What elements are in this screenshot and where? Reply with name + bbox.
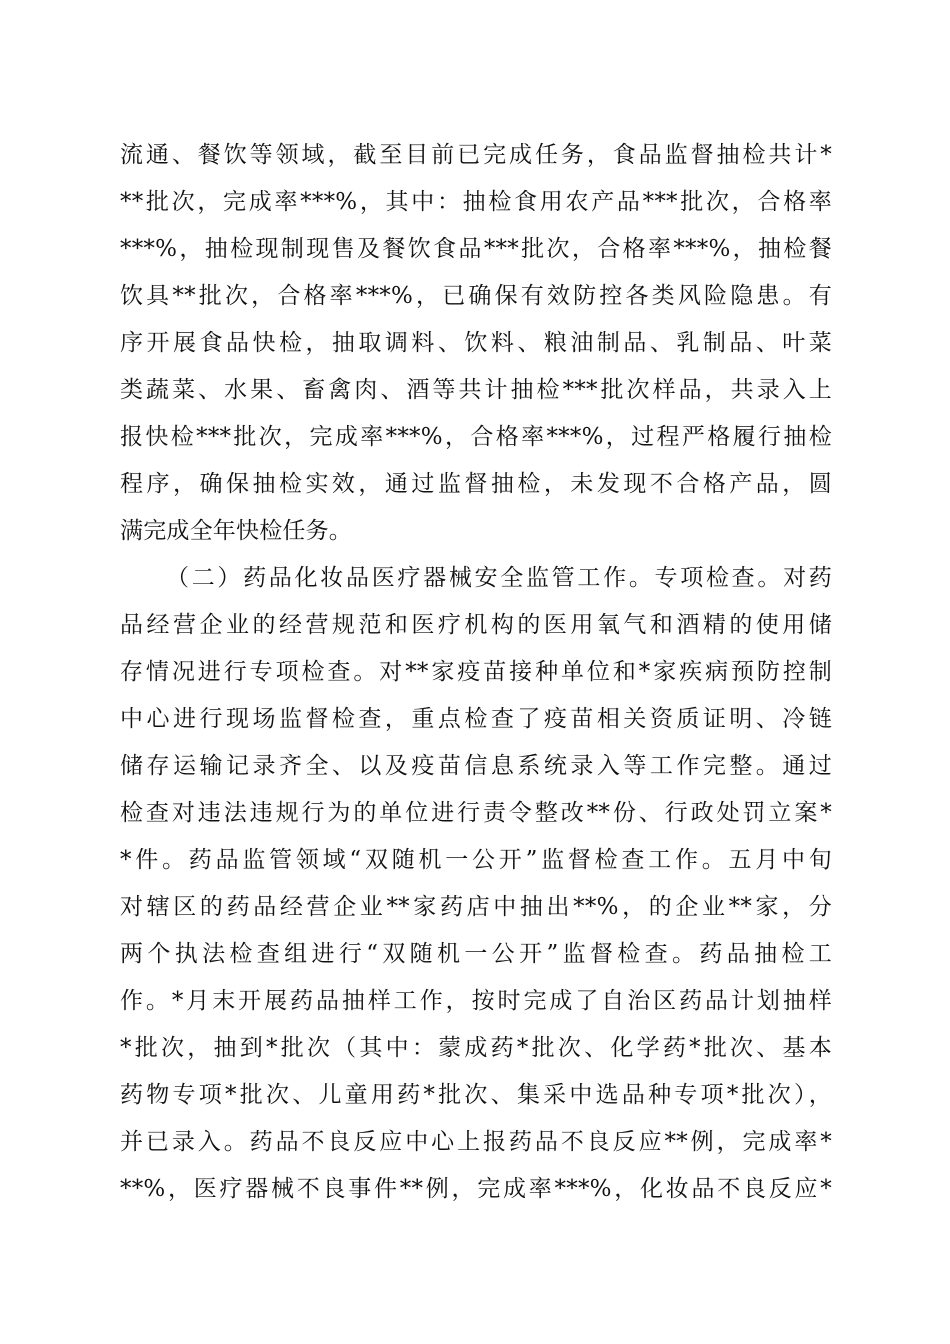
text-line: 饮具**批次，合格率***%，已确保有效防控各类风险隐患。有 (120, 283, 832, 309)
text-line: 储存运输记录齐全、以及疫苗信息系统录入等工作完整。通过 (120, 753, 832, 779)
text-line: 作。*月末开展药品抽样工作，按时完成了自治区药品计划抽样 (120, 988, 832, 1014)
text-line: 报快检***批次，完成率***%，合格率***%，过程严格履行抽检 (120, 424, 832, 450)
text-line: 存情况进行专项检查。对**家疫苗接种单位和*家疾病预防控制 (120, 659, 832, 685)
text-line: 序开展食品快检，抽取调料、饮料、粮油制品、乳制品、叶菜 (120, 330, 832, 356)
text-line: 检查对违法违规行为的单位进行责令整改**份、行政处罚立案* (120, 800, 832, 826)
text-line: 程序，确保抽检实效，通过监督抽检，未发现不合格产品，圆 (120, 471, 832, 497)
text-line: 品经营企业的经营规范和医疗机构的医用氧气和酒精的使用储 (120, 612, 832, 638)
text-line: 并已录入。药品不良反应中心上报药品不良反应**例，完成率* (120, 1129, 832, 1155)
text-line: 中心进行现场监督检查，重点检查了疫苗相关资质证明、冷链 (120, 706, 832, 732)
text-line: 流通、餐饮等领域，截至目前已完成任务，食品监督抽检共计* (120, 142, 832, 168)
body-text (120, 138, 832, 1219)
text-line: 两个执法检查组进行“双随机一公开”监督检查。药品抽检工 (120, 941, 832, 967)
text-line: 类蔬菜、水果、畜禽肉、酒等共计抽检***批次样品，共录入上 (120, 377, 832, 403)
text-line: *批次，抽到*批次（其中：蒙成药*批次、化学药*批次、基本 (120, 1035, 832, 1061)
text-line: *件。药品监管领域“双随机一公开”监督检查工作。五月中旬 (120, 847, 832, 873)
text-line: ***%，抽检现制现售及餐饮食品***批次，合格率***%，抽检餐 (120, 236, 832, 262)
text-line: **%，医疗器械不良事件**例，完成率***%，化妆品不良反应* (120, 1176, 832, 1202)
text-line: **批次，完成率***%，其中：抽检食用农产品***批次，合格率 (120, 189, 832, 215)
section-heading-line: （二）药品化妆品医疗器械安全监管工作。专项检查。对药 (166, 565, 832, 591)
text-line: 对辖区的药品经营企业**家药店中抽出**%，的企业**家，分 (120, 894, 832, 920)
text-line: 满完成全年快检任务。 (120, 518, 352, 544)
text-line: 药物专项*批次、儿童用药*批次、集采中选品种专项*批次）， (120, 1082, 832, 1108)
